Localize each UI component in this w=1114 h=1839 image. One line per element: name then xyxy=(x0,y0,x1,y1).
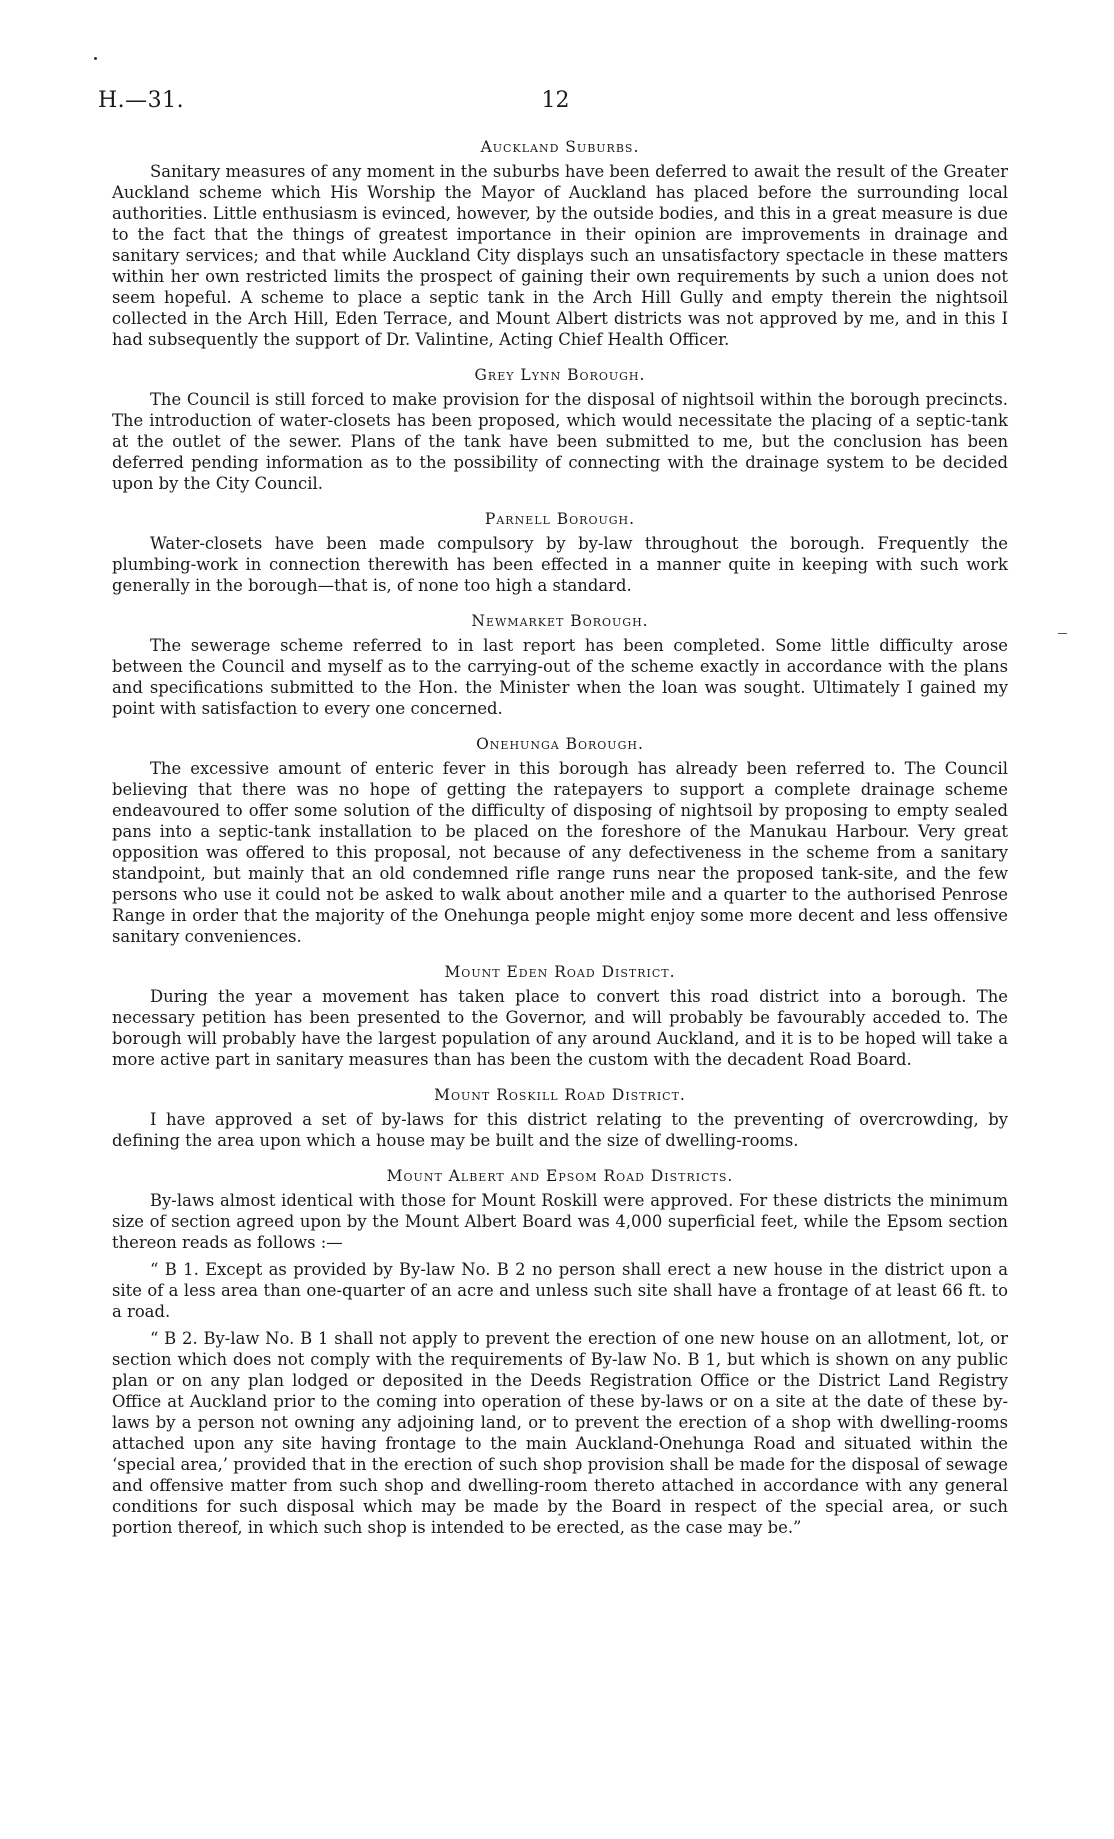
paragraph: Sanitary measures of any moment in the suburbs have been deferred to await the result of the Greater Auckland scheme which His Worship the Mayor of Auckland has placed before the surrounding local authorities. Little enthusiasm is evinced, however, by the outside bodies, and this in a great measure is due to the fact that the things of greatest importance in their opinion are improvements in drainage and sanitary services; and that while Auckland City displays such an unsatisfactory spectacle in these matters within her own restricted limits the prospect of gaining their own requirements by such a union does not seem hopeful. A scheme to place a septic tank in the Arch Hill Gully and empty therein the nightsoil collected in the Arch Hill, Eden Terrace, and Mount Albert districts was not approved by me, and in this I had subsequently the support of Dr. Valintine, Acting Chief Health Officer. xyxy=(112,162,1008,349)
section-heading: Mount Albert and Epsom Road Districts. xyxy=(386,1167,734,1185)
paragraph: During the year a movement has taken place to convert this road district into a borough. The necessary petition has been presented to the Governor, and will probably be favourably acceded to. The borough will probably have the largest population of any around Auckland, and it is to be hoped will take a more active part in sanitary measures than has been the custom with the decadent Road Board. xyxy=(112,987,1008,1069)
section-heading: Parnell Borough. xyxy=(484,510,636,528)
section-mount-roskill-road-district xyxy=(112,1086,1008,1151)
section-parnell-borough xyxy=(112,510,1008,596)
section-mount-eden-road-district xyxy=(112,963,1008,1070)
section-auckland-suburbs xyxy=(112,138,1008,350)
section-heading: Grey Lynn Borough. xyxy=(474,366,646,384)
section-heading: Newmarket Borough. xyxy=(471,612,649,630)
scan-speck xyxy=(94,57,97,60)
paragraph: The excessive amount of enteric fever in this borough has already been referred to. The Council believing that there was no hope of getting the ratepayers to support a complete drainage scheme endeavoured to offer some solution of the difficulty of disposing of nightsoil by proposing to empty sealed pans into a septic-tank installation to be placed on the foreshore of the Manukau Harbour. Very great opposition was offered to this proposal, not because of any defectiveness in the scheme from a sanitary standpoint, but mainly that an old condemned rifle range runs near the proposed tank-site, and the few persons who use it could not be asked to walk about another mile and a quarter to the authorised Penrose Range in order that the majority of the Onehunga people might enjoy some more decent and less offensive sanitary conveniences. xyxy=(112,759,1008,946)
paragraph: I have approved a set of by-laws for this district relating to the preventing of overcrowding, by defining the area upon which a house may be built and the size of dwelling-rooms. xyxy=(112,1110,1008,1150)
paragraph: The sewerage scheme referred to in last report has been completed. Some little difficulty arose between the Council and myself as to the carrying-out of the scheme exactly in accordance with the plans and specifications submitted to the Hon. the Minister when the loan was sought. Ultimately I gained my point with satisfaction to every one concerned. xyxy=(112,636,1008,718)
scan-edge-mark xyxy=(1058,633,1067,634)
section-heading: Auckland Suburbs. xyxy=(480,138,640,156)
page-header xyxy=(98,88,1013,118)
section-heading: Mount Roskill Road District. xyxy=(434,1086,686,1104)
paragraph: Water-closets have been made compulsory by by-law throughout the borough. Frequently the plumbing-work in connection therewith has been effected in a manner quite in keeping with such work generally in the borough—that is, of none too high a standard. xyxy=(112,534,1008,595)
bylaw-quote-b2: “ B 2. By-law No. B 1 shall not apply to prevent the erection of one new house on an allotment, lot, or section which does not comply with the requirements of By-law No. B 1, but which is shown on any public plan or on any plan lodged or deposited in the Deeds Registration Office or the District Land Registry Office at Auckland prior to the coming into operation of these by-laws or on a site at the date of these by-laws by a person not owning any adjoining land, or to prevent the erection of a shop with dwelling-rooms attached upon any site having frontage to the main Auckland-Onehunga Road and situated within the ‘special area,’ provided that in the erection of such shop provision shall be made for the disposal of sewage and offensive matter from such shop and dwelling-room thereto attached in accordance with any general conditions for such disposal which may be made by the Board in respect of the special area, or such portion thereof, in which such shop is intended to be erected, as the case may be.” xyxy=(112,1329,1008,1537)
paragraph: The Council is still forced to make provision for the disposal of nightsoil within the borough precincts. The introduction of water-closets has been proposed, which would necessitate the placing of a septic-tank at the outlet of the sewer. Plans of the tank have been submitted to me, but the conclusion has been deferred pending information as to the possibility of connecting with the drainage system to be decided upon by the City Council. xyxy=(112,390,1008,493)
section-mount-albert-epsom-road-districts xyxy=(112,1167,1008,1538)
section-onehunga-borough xyxy=(112,735,1008,947)
page-body xyxy=(112,138,1008,1538)
page-number: 12 xyxy=(541,88,570,113)
section-heading: Mount Eden Road District. xyxy=(444,963,676,981)
section-grey-lynn-borough xyxy=(112,366,1008,494)
section-newmarket-borough xyxy=(112,612,1008,719)
section-heading: Onehunga Borough. xyxy=(476,735,644,753)
document-code: H.—31. xyxy=(98,88,185,113)
bylaw-quote-b1: “ B 1. Except as provided by By-law No. B 2 no person shall erect a new house in the district upon a site of a less area than one-quarter of an acre and unless such site shall have a frontage of at least 66 ft. to a road. xyxy=(112,1260,1008,1321)
paragraph: By-laws almost identical with those for Mount Roskill were approved. For these districts the minimum size of section agreed upon by the Mount Albert Board was 4,000 superficial feet, while the Epsom section thereon reads as follows :— xyxy=(112,1191,1008,1252)
